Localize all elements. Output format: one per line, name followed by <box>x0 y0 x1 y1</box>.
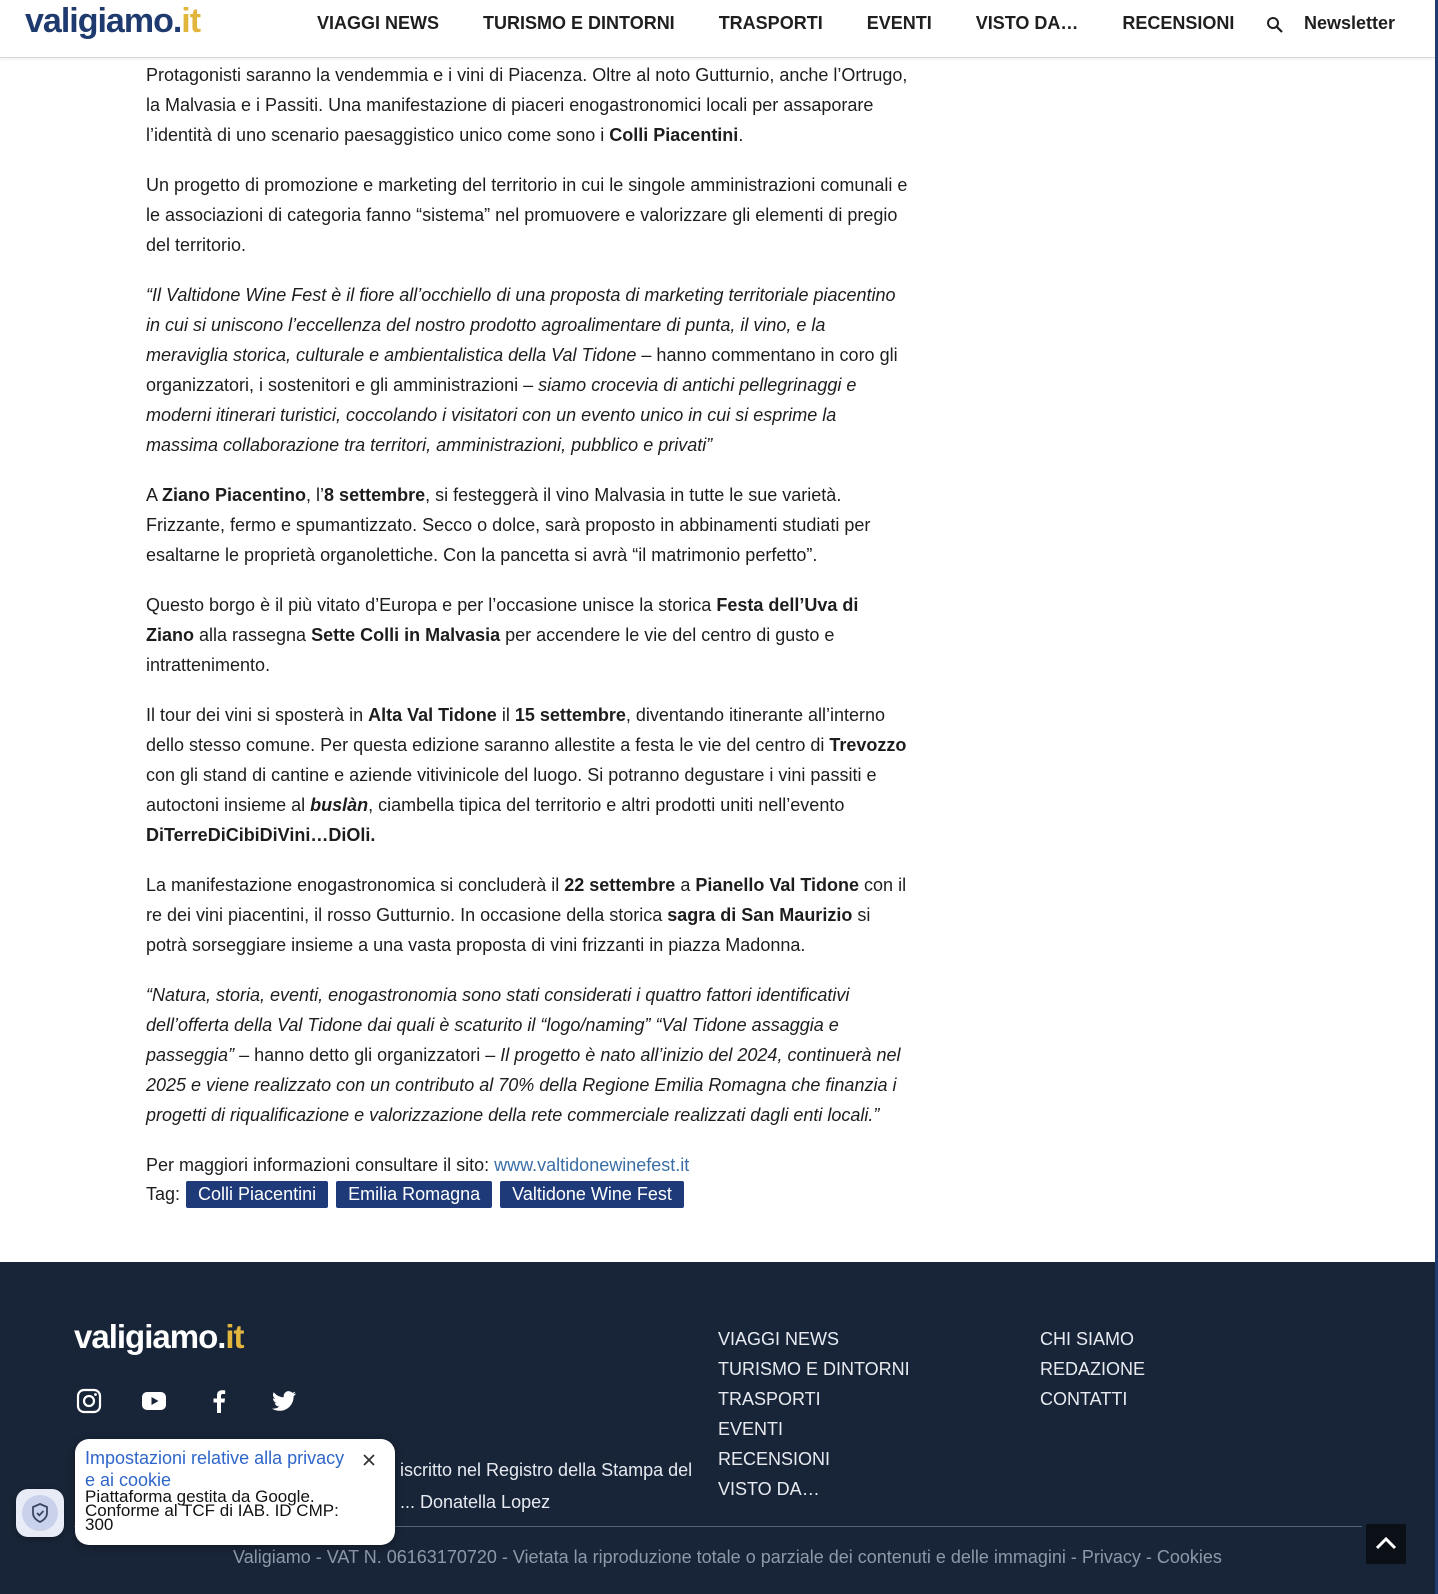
text: alla rassegna <box>194 625 312 645</box>
article-body <box>146 60 911 1200</box>
tags-label: Tag: <box>146 1184 181 1204</box>
bold-text: Trevozzo <box>829 735 907 755</box>
tag-colli-piacentini[interactable]: Colli Piacentini <box>186 1181 328 1208</box>
nav-eventi[interactable]: EVENTI <box>866 13 932 33</box>
text: il <box>496 705 515 725</box>
footer-link-viaggi-news[interactable]: VIAGGI NEWS <box>718 1329 840 1349</box>
copyright-text: Valigiamo - VAT N. 06163170720 - Vietata la riproduzione totale o parziale dei contenuti e delle immagini - <box>233 1547 1082 1567</box>
cookie-platform-info <box>85 1487 365 1534</box>
text: per accendere le vie del centro di gusto e intrattenimento. <box>146 625 835 675</box>
footer-nav-column <box>718 1324 910 1504</box>
text: , diventando itinerante all’interno dello stesso comune. Per questa edizione saranno allestite a festa le vie del centro di <box>146 705 886 755</box>
nav-viaggi-news[interactable]: VIAGGI NEWS <box>317 13 440 33</box>
text: – hanno commentano in coro gli organizzatori, i sostenitori e gli amministrazioni – <box>146 345 898 395</box>
newsletter-link[interactable]: Newsletter <box>1304 13 1396 33</box>
privacy-button-circle <box>22 1495 58 1531</box>
cookie-consent-popup <box>75 1439 395 1545</box>
paragraph-1 <box>146 60 911 150</box>
italic-text: siamo crocevia di antichi pellegrinaggi e moderni itinerari turistici, coccolando i visitatori con un evento unico in cui si esprime la massima collaborazione tra territori, amministrazioni, pubblico e privati” <box>146 375 857 455</box>
paragraph-8-quote <box>146 980 911 1130</box>
bold-text: Alta Val Tidone <box>368 705 497 725</box>
nav-visto-da[interactable]: VISTO DA… <box>975 13 1079 33</box>
text: con gli stand di cantine e aziende vitivinicole del luogo. Si potranno degustare i vini passiti e autoctoni insieme al <box>146 765 877 815</box>
logo-text: valigiamo. <box>25 2 182 40</box>
bold-text: DiTerreDiCibiDiVini…DiOli. <box>146 825 376 845</box>
search-icon[interactable] <box>1266 16 1284 34</box>
privacy-link[interactable]: Privacy <box>1081 1547 1141 1567</box>
bold-text: Sette Colli in Malvasia <box>311 625 501 645</box>
text: Questo borgo è il più vitato d’Europa e per l’occasione unisce la storica <box>146 595 717 615</box>
text: , l’ <box>306 485 325 505</box>
twitter-icon[interactable] <box>271 1388 297 1414</box>
bold-text: 15 settembre <box>514 705 626 725</box>
scroll-to-top-button[interactable] <box>1366 1524 1406 1564</box>
logo-accent: it <box>225 1318 244 1355</box>
text: si potrà sorseggiare insieme a una vasta proposta di vini frizzanti in piazza Madonna. <box>146 905 871 955</box>
footer-logo[interactable] <box>74 1318 244 1356</box>
bold-text: 8 settembre <box>324 485 426 505</box>
tag-emilia-romagna[interactable]: Emilia Romagna <box>336 1181 492 1208</box>
site-header <box>0 0 1438 58</box>
youtube-icon[interactable] <box>141 1388 167 1414</box>
footer-legal-text <box>400 1454 692 1518</box>
footer-link-chi-siamo[interactable]: CHI SIAMO <box>1040 1329 1135 1349</box>
bold-text: Ziano Piacentino <box>162 485 307 505</box>
footer-text-line: iscritto nel Registro della Stampa del <box>400 1460 693 1480</box>
cookie-info-line: Piattaforma gestita da Google. <box>85 1487 315 1506</box>
website-link[interactable]: www.valtidonewinefest.it <box>494 1155 690 1175</box>
footer-link-trasporti[interactable]: TRASPORTI <box>718 1389 821 1409</box>
text: Il tour dei vini si sposterà in <box>146 705 369 725</box>
cookie-info-line: Conforme al TCF di IAB. ID CMP: <box>85 1501 339 1520</box>
italic-text: Il progetto è nato all’inizio del 2024, continuerà nel 2025 e viene realizzato con un contributo al 70% della Regione Emilia Romagna che finanzia i progetti di riqualificazione e valorizzazione della rete commerciale realizzati dagli enti locali.” <box>146 1045 901 1125</box>
bold-text: sagra di San Maurizio <box>667 905 853 925</box>
main-nav <box>317 13 1278 34</box>
text: a <box>675 875 696 895</box>
nav-recensioni[interactable]: RECENSIONI <box>1122 13 1235 33</box>
text: , si festeggerà il vino Malvasia in tutte le sue varietà. Frizzante, fermo e spumantizzato. Secco o dolce, sarà proposto in abbinamenti studiati per esaltarne le proprietà organolettiche. Con la pancetta si avrà “il matrimonio perfetto”. <box>146 485 871 565</box>
logo-accent: it <box>181 2 201 40</box>
bold-italic-text: buslàn <box>310 795 369 815</box>
footer-link-visto-da[interactable]: VISTO DA… <box>718 1479 820 1499</box>
bold-text: Festa dell’Uva di Ziano <box>146 595 859 645</box>
text: con il re dei vini piacentini, il rosso Gutturnio. In occasione della storica <box>146 875 907 925</box>
shield-check-icon <box>22 1495 58 1531</box>
text: Protagonisti saranno la vendemmia e i vini di Piacenza. Oltre al noto Gutturnio, anche l’Ortrugo, la Malvasia e i Passiti. Una manifestazione di piaceri enogastronomici locali per assaporare l’identità di uno scenario paesaggistico unico come sono i <box>146 65 908 145</box>
privacy-settings-button[interactable] <box>16 1489 64 1537</box>
text: Per maggiori informazioni consultare il sito: <box>146 1155 495 1175</box>
text: La manifestazione enogastronomica si concluderà il <box>146 875 565 895</box>
nav-turismo-e-dintorni[interactable]: TURISMO E DINTORNI <box>483 13 675 33</box>
social-links <box>76 1388 297 1414</box>
nav-trasporti[interactable]: TRASPORTI <box>718 13 823 33</box>
site-logo[interactable] <box>25 2 200 41</box>
chevron-up-icon <box>1366 1524 1406 1564</box>
footer-link-eventi[interactable]: EVENTI <box>718 1419 784 1439</box>
footer-info-column <box>1040 1324 1145 1414</box>
text: A <box>146 485 163 505</box>
bold-text: Pianello Val Tidone <box>695 875 860 895</box>
facebook-icon[interactable] <box>206 1388 232 1414</box>
text: – hanno detto gli organizzatori – <box>234 1045 501 1065</box>
italic-text: “Natura, storia, eventi, enogastronomia sono stati considerati i quattro fattori identificativi dell’offerta della Val Tidone dai quali è scaturito il “logo/naming” “Val Tidone assaggia e passeggia” <box>146 985 850 1065</box>
separator: - <box>1140 1547 1157 1567</box>
paragraph-6 <box>146 700 911 850</box>
footer-link-redazione[interactable]: REDAZIONE <box>1040 1359 1146 1379</box>
bold-text: Colli Piacentini <box>609 125 739 145</box>
footer-link-recensioni[interactable]: RECENSIONI <box>718 1449 831 1469</box>
text: . <box>738 125 744 145</box>
paragraph-4 <box>146 480 911 570</box>
paragraph-7 <box>146 870 911 960</box>
footer-link-turismo[interactable]: TURISMO E DINTORNI <box>718 1359 910 1379</box>
bold-text: 22 settembre <box>564 875 676 895</box>
paragraph-3-quote <box>146 280 911 460</box>
cookies-link[interactable]: Cookies <box>1156 1547 1222 1567</box>
paragraph-9 <box>146 1150 911 1180</box>
paragraph-2: Un progetto di promozione e marketing del territorio in cui le singole amministrazioni comunali e le associazioni di categoria fanno “sistema” nel promuovere e valorizzare gli elementi di pregio del territorio. <box>146 175 908 255</box>
text: , ciambella tipica del territorio e altri prodotti uniti nell’evento <box>368 795 845 815</box>
close-icon[interactable] <box>362 1453 376 1467</box>
footer-text-line: ... Donatella Lopez <box>400 1492 551 1512</box>
footer-link-contatti[interactable]: CONTATTI <box>1040 1389 1128 1409</box>
instagram-icon[interactable] <box>76 1388 102 1414</box>
cookie-settings-link[interactable]: Impostazioni relative alla privacy e ai cookie <box>85 1448 345 1490</box>
cookie-info-line: 300 <box>85 1515 114 1534</box>
logo-text: valigiamo. <box>74 1318 226 1355</box>
footer-copyright <box>0 1547 1438 1568</box>
paragraph-5 <box>146 590 911 680</box>
tag-list <box>146 1181 692 1208</box>
tag-valtidone-wine-fest[interactable]: Valtidone Wine Fest <box>500 1181 684 1208</box>
italic-text: “Il Valtidone Wine Fest è il fiore all’occhiello di una proposta di marketing territoriale piacentino in cui si uniscono l’eccellenza del nostro prodotto agroalimentare di punta, il vino, e la meraviglia storica, culturale e ambientalistica della Val Tidone <box>146 285 896 365</box>
